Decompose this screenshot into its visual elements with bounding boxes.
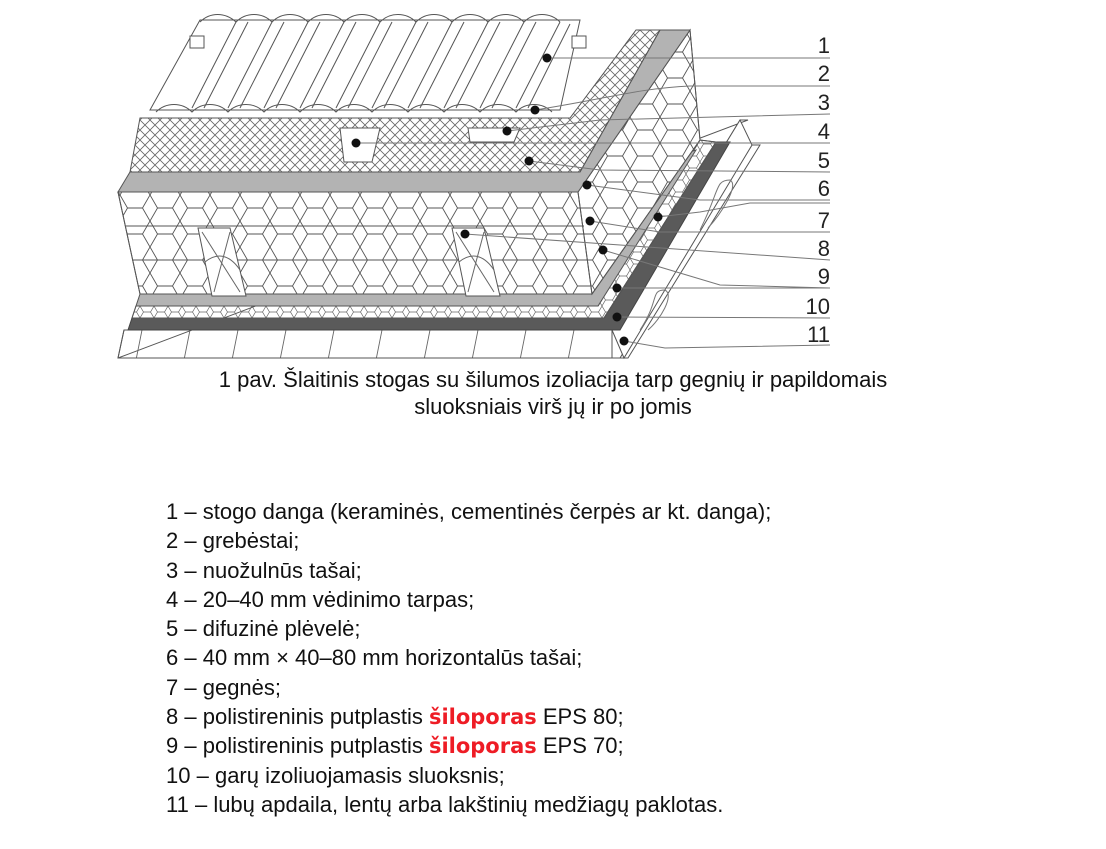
caption-line-1: 1 pav. Šlaitinis stogas su šilumos izoliacija tarp gegnių ir papildomais xyxy=(218,367,888,392)
label-5: 5 xyxy=(817,148,830,173)
legend-num: 9 xyxy=(166,733,179,759)
label-3: 3 xyxy=(817,90,830,115)
roof-section-diagram xyxy=(0,0,1106,365)
legend-separator: – xyxy=(178,616,203,642)
legend-num: 4 xyxy=(166,586,179,612)
brand-name: šiloporas xyxy=(428,705,537,730)
label-4: 4 xyxy=(817,119,830,144)
legend-separator: – xyxy=(188,791,214,817)
legend-item-6 xyxy=(166,643,771,672)
layer-roof-tiles xyxy=(150,15,586,113)
legend-item-8 xyxy=(166,702,771,731)
legend-text: polistireninis putplastis xyxy=(202,704,429,730)
legend-num: 6 xyxy=(166,645,179,671)
legend-item-1 xyxy=(166,497,771,526)
legend-separator: – xyxy=(178,645,203,671)
legend-separator: – xyxy=(190,762,215,788)
legend-text: 40 mm × 40–80 mm horizontalūs tašai; xyxy=(202,645,583,671)
figure-caption xyxy=(0,366,1106,420)
legend-num: 7 xyxy=(166,674,179,700)
legend-text: 20–40 mm vėdinimo tarpas; xyxy=(202,586,475,612)
legend-item-5 xyxy=(166,614,771,643)
legend-item-4 xyxy=(166,585,771,614)
label-6: 6 xyxy=(817,176,830,201)
label-9: 9 xyxy=(817,264,830,289)
legend-item-9 xyxy=(166,731,771,760)
legend-suffix: EPS 70; xyxy=(536,733,624,759)
legend-num: 1 xyxy=(166,499,179,524)
legend-item-7 xyxy=(166,673,771,702)
legend-text: nuožulnūs tašai; xyxy=(202,557,362,583)
label-11: 11 xyxy=(807,322,830,347)
legend-text: stogo danga (keraminės, cementinės čerpės ar kt. danga); xyxy=(202,499,772,524)
label-numbers xyxy=(806,33,830,347)
legend-text: grebėstai; xyxy=(202,528,300,554)
brand-name: šiloporas xyxy=(428,734,537,759)
legend-text: garų izoliuojamasis sluoksnis; xyxy=(214,762,505,788)
label-8: 8 xyxy=(817,236,830,261)
legend-separator: – xyxy=(178,586,203,612)
caption-line-2: sluoksniais virš jų ir po jomis xyxy=(414,394,692,419)
label-7: 7 xyxy=(817,208,830,233)
legend-separator: – xyxy=(178,674,203,700)
legend-num: 8 xyxy=(166,704,179,730)
legend-item-3 xyxy=(166,556,771,585)
legend-num: 3 xyxy=(166,557,179,583)
legend-suffix: EPS 80; xyxy=(536,704,624,730)
label-1: 1 xyxy=(817,33,830,58)
legend-separator: – xyxy=(178,733,203,759)
legend-item-2 xyxy=(166,526,771,555)
legend-separator: – xyxy=(178,704,203,730)
legend-num: 11 xyxy=(166,791,189,817)
legend-separator: – xyxy=(178,499,203,524)
legend-item-11 xyxy=(166,790,771,819)
legend-list xyxy=(166,497,771,819)
legend-num: 5 xyxy=(166,616,179,642)
label-2: 2 xyxy=(817,61,830,86)
legend-text: polistireninis putplastis xyxy=(202,733,429,759)
legend-num: 10 xyxy=(166,762,191,788)
legend-text: lubų apdaila, lentų arba lakštinių medžiagų paklotas. xyxy=(213,791,724,817)
legend-separator: – xyxy=(178,557,203,583)
label-10: 10 xyxy=(805,294,830,319)
legend-text: difuzinė plėvelė; xyxy=(202,616,361,642)
legend-item-10 xyxy=(166,761,771,790)
legend-num: 2 xyxy=(166,528,179,554)
legend-text: gegnės; xyxy=(202,674,282,700)
legend-separator: – xyxy=(178,528,203,554)
